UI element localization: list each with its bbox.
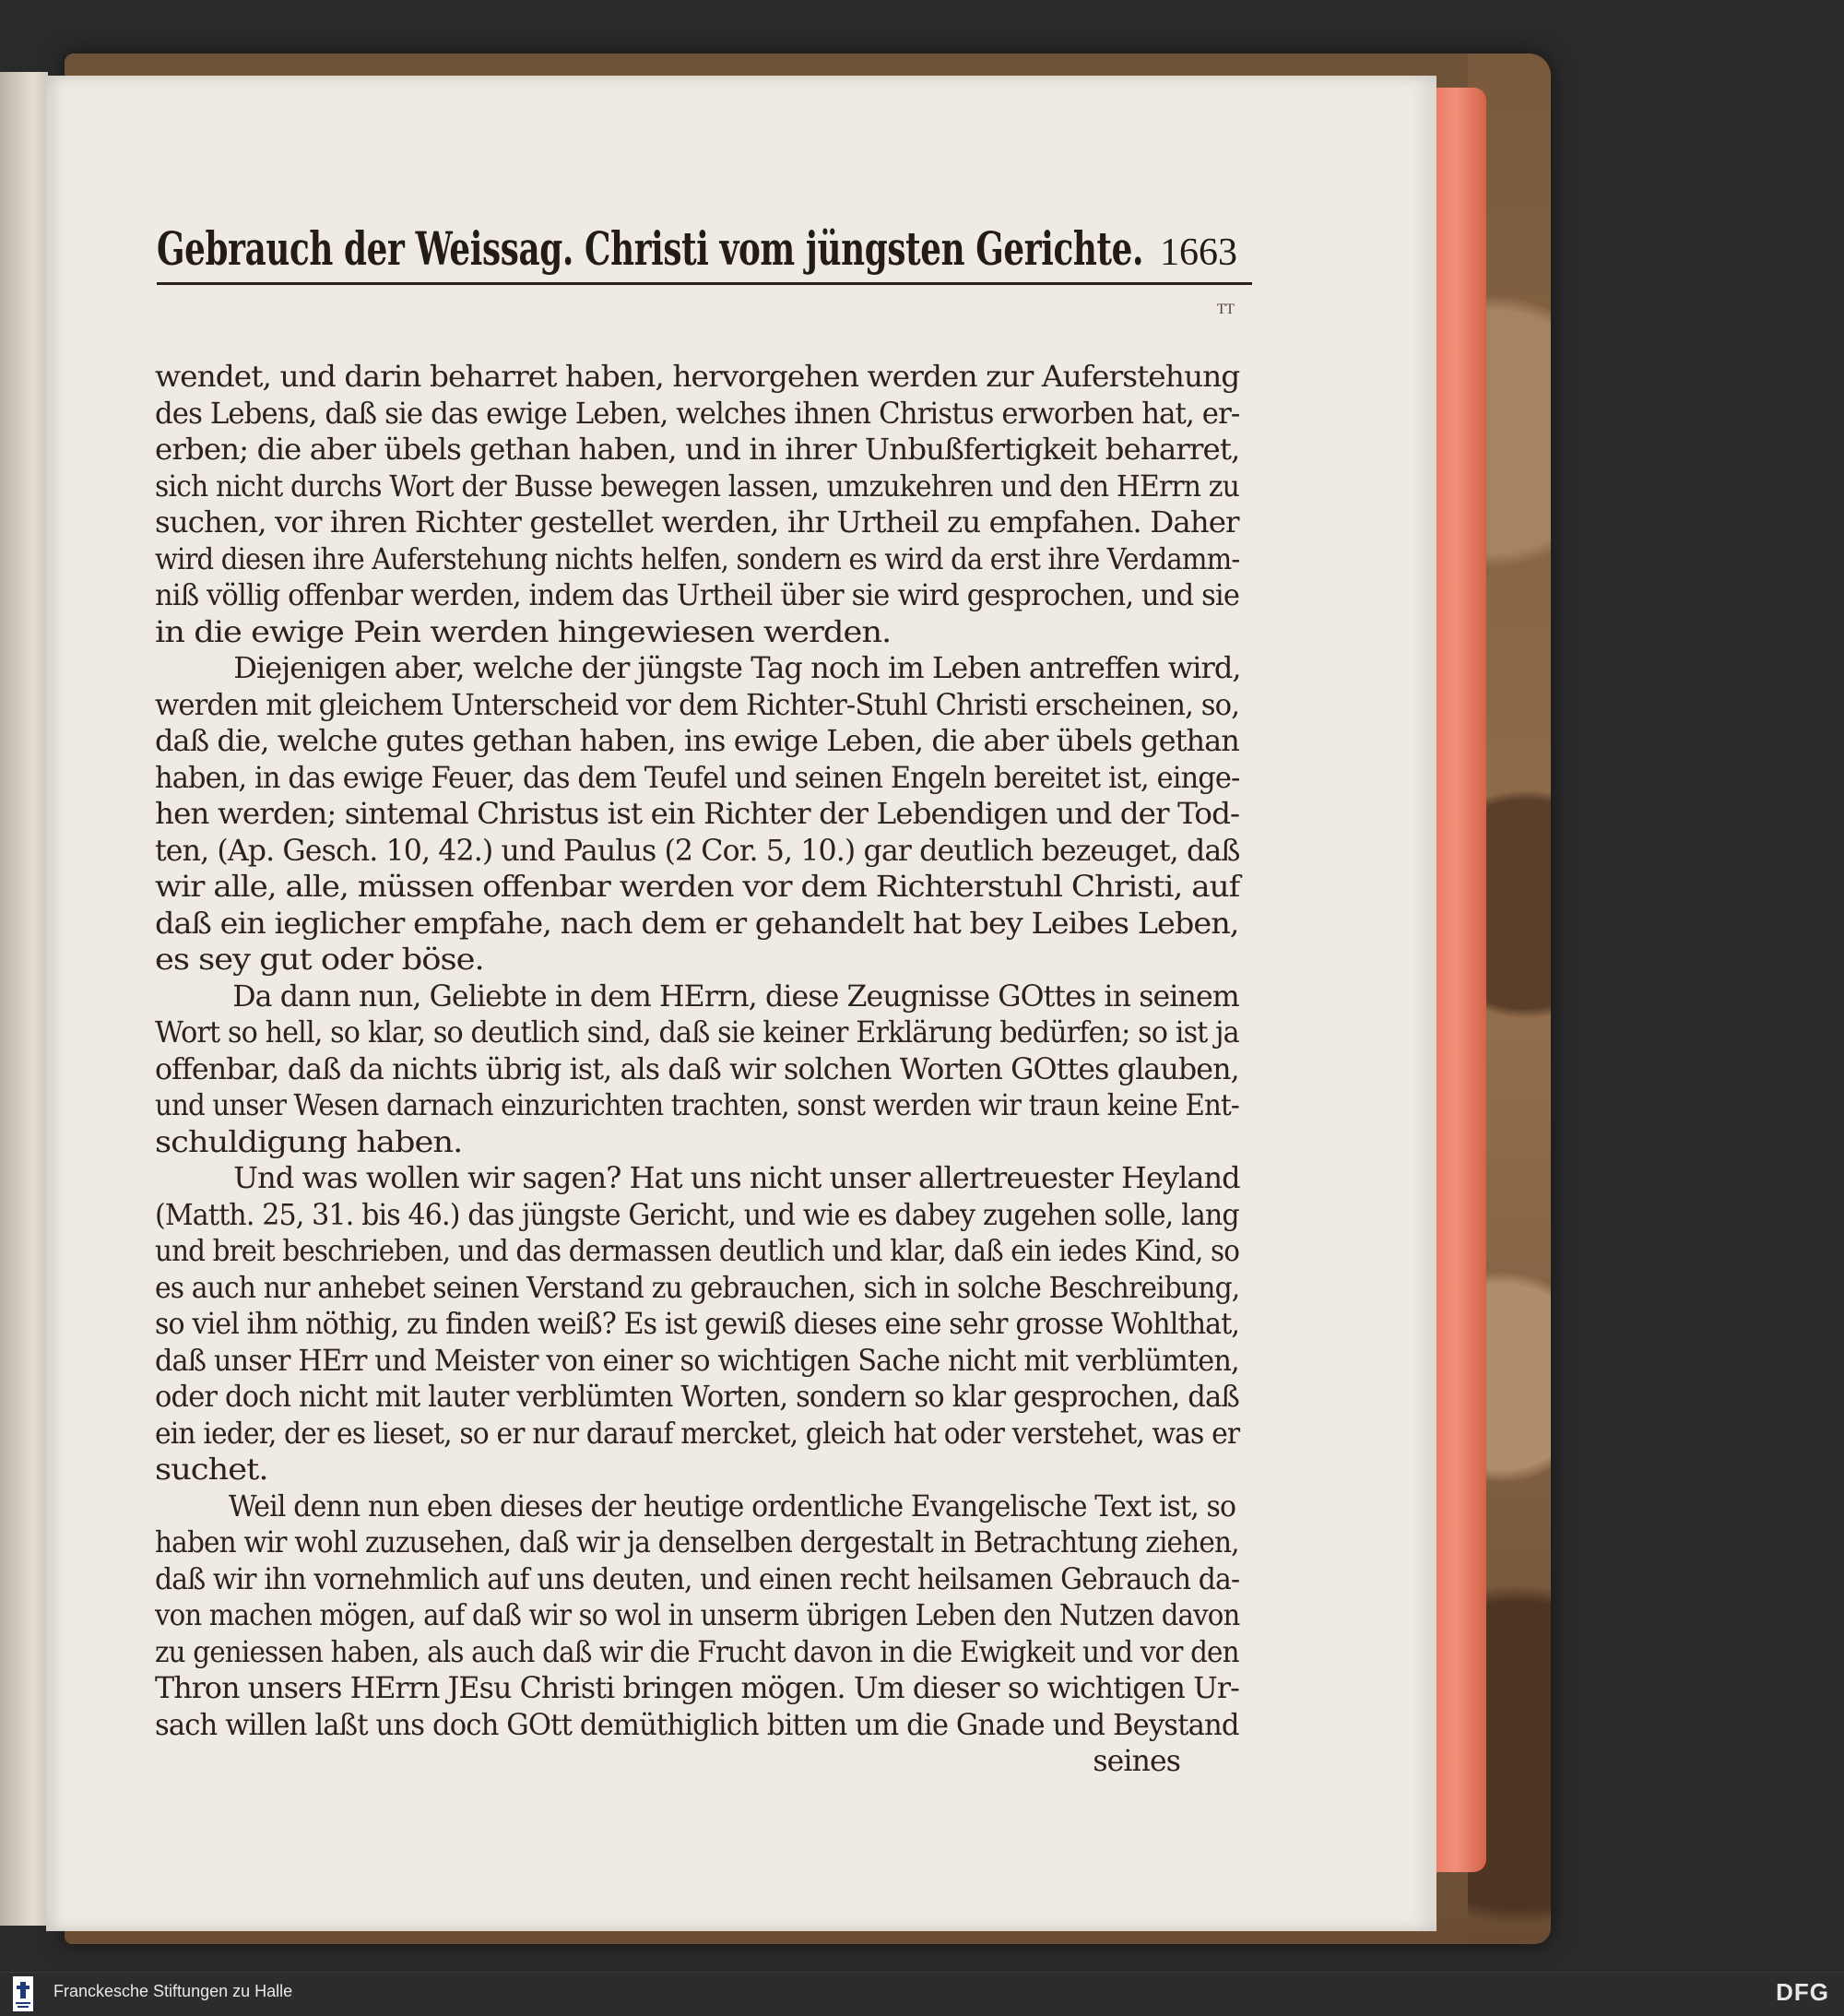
- facing-page-edge: [0, 72, 48, 1926]
- institution-logo-icon: [13, 1976, 33, 2011]
- dfg-logo: DFG: [1776, 1978, 1829, 2006]
- text-line: suchen, vor ihren Richter gestellet werden, ihr Urtheil zu empfahen. Daher: [155, 506, 1239, 540]
- header-mark: ᵀᵀ: [1217, 299, 1235, 326]
- text-line: ten, (Ap. Gesch. 10, 42.) und Paulus (2 Cor. 5, 10.) gar deutlich bezeuget, daß: [155, 834, 1240, 868]
- paragraph-start-line: Diejenigen aber, welche der jüngste Tag noch im Leben antreffen wird,: [233, 652, 1241, 685]
- text-line: wir alle, alle, müssen offenbar werden vor dem Richterstuhl Christi, auf: [155, 871, 1240, 904]
- text-line: des Lebens, daß sie das ewige Leben, welches ihnen Christus erworben hat, er-: [155, 397, 1240, 431]
- running-head: Gebrauch der Weissag. Christi vom jüngsten Gerichte.: [157, 221, 1144, 276]
- text-line: haben, in das ewige Feuer, das dem Teufel und seinen Engeln bereitet ist, einge-: [155, 761, 1240, 795]
- text-line: daß unser HErr und Meister von einer so wichtigen Sache nicht mit verblümten,: [155, 1344, 1239, 1378]
- text-line: zu geniessen haben, als auch daß wir die Frucht davon in die Ewigkeit und vor den: [155, 1635, 1239, 1669]
- text-line: es auch nur anhebet seinen Verstand zu gebrauchen, sich in solche Beschreibung,: [155, 1271, 1240, 1305]
- text-line: Wort so hell, so klar, so deutlich sind, daß sie keiner Erklärung bedürfen; so ist ja: [155, 1016, 1239, 1050]
- text-line: ein ieder, der es lieset, so er nur darauf mercket, gleich hat oder verstehet, was er: [155, 1417, 1240, 1451]
- text-line: daß die, welche gutes gethan haben, ins ewige Leben, die aber übels gethan: [155, 725, 1239, 758]
- text-line: Thron unsers HErrn JEsu Christi bringen mögen. Um dieser so wichtigen Ur-: [155, 1672, 1239, 1705]
- text-line: daß wir ihn vornehmlich auf uns deuten, und einen recht heilsamen Gebrauch da-: [155, 1562, 1240, 1596]
- paragraph-start-line: Da dann nun, Geliebte in dem HErrn, diese Zeugnisse GOttes in seinem: [232, 979, 1239, 1014]
- page-number: 1663: [1160, 231, 1237, 274]
- text-line: hen werden; sintemal Christus ist ein Richter der Lebendigen und der Tod-: [155, 798, 1240, 831]
- text-line: (Matth. 25, 31. bis 46.) das jüngste Gericht, und wie es dabey zugehen solle, lang: [155, 1198, 1239, 1232]
- text-line: haben wir wohl zuzusehen, daß wir ja denselben dergestalt in Betrachtung ziehen,: [155, 1526, 1239, 1559]
- institution-name: Franckesche Stiftungen zu Halle: [53, 1982, 293, 2000]
- text-line: von machen mögen, auf daß wir so wol in unserm übrigen Leben den Nutzen davon: [155, 1599, 1240, 1632]
- catchword: seines: [1093, 1745, 1180, 1778]
- text-line: sach willen laßt uns doch GOtt demüthiglich bitten um die Gnade und Beystand: [155, 1708, 1239, 1742]
- body-text: [155, 360, 1239, 1781]
- red-page-edges: [1431, 88, 1486, 1872]
- text-line: wendet, und darin beharret haben, hervorgehen werden zur Auferstehung: [155, 361, 1240, 394]
- text-line: und breit beschrieben, und das dermassen deutlich und klar, daß ein iedes Kind, so: [155, 1235, 1240, 1268]
- text-line: und unser Wesen darnach einzurichten trachten, sonst werden wir traun keine Ent-: [155, 1089, 1239, 1122]
- text-line: schuldigung haben.: [155, 1125, 463, 1159]
- text-line: sich nicht durchs Wort der Busse bewegen lassen, umzukehren und den HErrn zu: [155, 469, 1239, 504]
- header-rule: [157, 282, 1252, 285]
- text-line: oder doch nicht mit lauter verblümten Worten, sondern so klar gesprochen, daß: [155, 1381, 1239, 1414]
- book-page: [46, 76, 1436, 1931]
- text-line: niß völlig offenbar werden, indem das Urtheil über sie wird gesprochen, und sie: [155, 579, 1240, 612]
- text-line: offenbar, daß da nichts übrig ist, als daß wir solchen Worten GOttes glauben,: [155, 1052, 1239, 1086]
- viewer-footer: [0, 1972, 1844, 2016]
- text-line: wird diesen ihre Auferstehung nichts helfen, sondern es wird da erst ihre Verdamm-: [155, 542, 1240, 576]
- text-line: daß ein ieglicher empfahe, nach dem er gehandelt hat bey Leibes Leben,: [155, 907, 1239, 941]
- paragraph-start-line: Weil denn nun eben dieses der heutige ordentliche Evangelische Text ist, so: [228, 1489, 1236, 1524]
- text-line: in die ewige Pein werden hingewiesen werden.: [155, 615, 892, 649]
- text-line: es sey gut oder böse.: [155, 943, 484, 977]
- text-line: werden mit gleichem Unterscheid vor dem Richter-Stuhl Christi erscheinen, so,: [155, 688, 1240, 722]
- paragraph-start-line: Und was wollen wir sagen? Hat uns nicht unser allertreuester Heyland: [233, 1162, 1240, 1195]
- text-line: erben; die aber übels gethan haben, und in ihrer Unbußfertigkeit beharret,: [155, 433, 1240, 467]
- page-header: [157, 214, 1263, 326]
- text-line: suchet.: [155, 1453, 268, 1487]
- text-line: so viel ihm nöthig, zu finden weiß? Es ist gewiß dieses eine sehr grosse Wohlthat,: [155, 1308, 1240, 1341]
